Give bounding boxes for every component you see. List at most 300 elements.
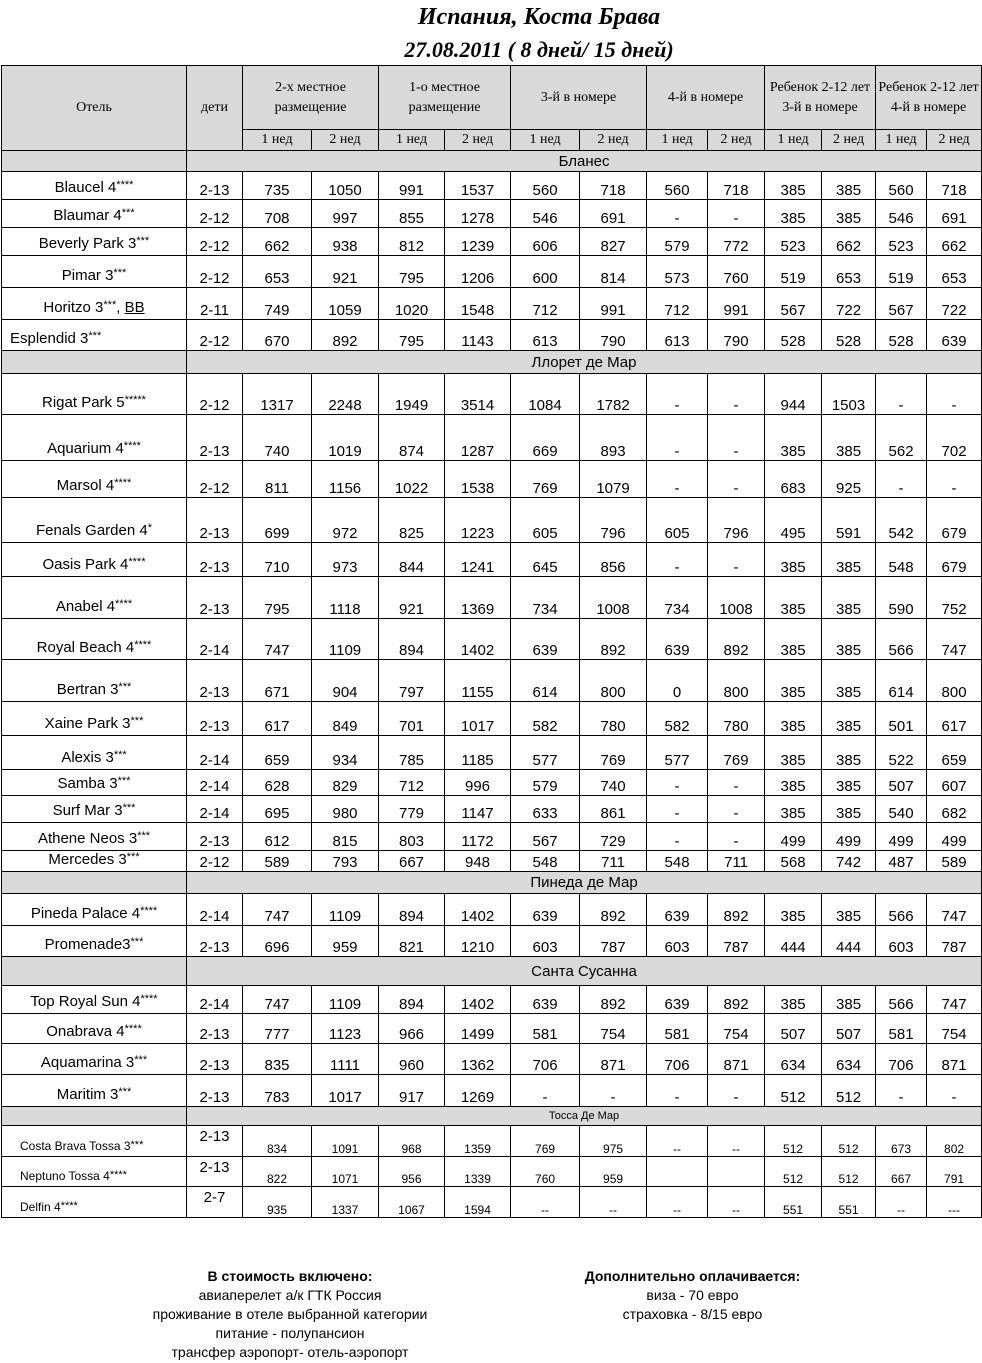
header-week2: 2 нед xyxy=(708,130,765,151)
price-cell: 825 xyxy=(379,498,445,543)
price-cell: 706 xyxy=(511,1044,580,1075)
price-cell: 487 xyxy=(876,851,927,872)
hotel-name-text: Rigat Park 5 xyxy=(42,394,125,411)
price-cell: - xyxy=(708,770,765,796)
price-cell: 444 xyxy=(822,926,876,957)
price-cell: 706 xyxy=(876,1044,927,1075)
hotel-name-text: Athene Neos 3 xyxy=(37,830,138,847)
hotel-name xyxy=(2,543,187,577)
hotel-name xyxy=(2,415,187,461)
price-cell: 822 xyxy=(243,1157,312,1187)
hotel-name-text: Onabrava 4 xyxy=(46,1023,125,1040)
price-cell: 385 xyxy=(765,736,822,770)
price-cell: 1111 xyxy=(312,1044,379,1075)
price-cell: 1109 xyxy=(312,894,379,926)
price-cell: 712 xyxy=(379,770,445,796)
table-row xyxy=(2,1075,982,1107)
price-cell: 973 xyxy=(312,543,379,577)
price-cell: 633 xyxy=(511,796,580,823)
price-cell: 617 xyxy=(243,702,312,736)
price-cell: 579 xyxy=(647,228,708,256)
price-cell: 568 xyxy=(765,851,822,872)
price-cell: 747 xyxy=(927,894,982,926)
price-cell: - xyxy=(927,461,982,498)
price-cell: 603 xyxy=(511,926,580,957)
price-cell: 1537 xyxy=(445,172,511,200)
price-cell: 1020 xyxy=(379,288,445,320)
price-cell: 1084 xyxy=(511,374,580,415)
price-cell: 1402 xyxy=(445,619,511,660)
price-cell: 740 xyxy=(580,770,647,796)
price-cell: 679 xyxy=(927,543,982,577)
price-cell: 691 xyxy=(580,200,647,228)
hotel-name-text: Promenade3 xyxy=(44,936,131,953)
price-cell: - xyxy=(708,374,765,415)
price-cell: 892 xyxy=(580,619,647,660)
price-cell: 385 xyxy=(822,172,876,200)
extra-block xyxy=(560,1267,825,1324)
price-cell: 729 xyxy=(580,823,647,851)
table-row xyxy=(2,200,982,228)
price-cell: 800 xyxy=(927,660,982,702)
price-cell: 711 xyxy=(580,851,647,872)
price-cell: 582 xyxy=(647,702,708,736)
price-cell: 754 xyxy=(708,1014,765,1044)
price-cell: 582 xyxy=(511,702,580,736)
price-cell: --- xyxy=(927,1187,982,1218)
price-cell: 1123 xyxy=(312,1014,379,1044)
section-gap xyxy=(2,957,187,986)
price-cell: 512 xyxy=(822,1075,876,1107)
hotel-name xyxy=(2,461,187,498)
section-title: Бланес xyxy=(187,151,982,172)
header-week1: 1 нед xyxy=(765,130,822,151)
hotel-name-text: Blaucel 4 xyxy=(54,179,117,196)
price-cell: 1067 xyxy=(379,1187,445,1218)
kids-age: 2-13 xyxy=(187,1157,243,1187)
price-cell: - xyxy=(647,1075,708,1107)
hotel-name-text: Royal Beach 4 xyxy=(36,639,135,656)
price-cell: 769 xyxy=(708,736,765,770)
price-cell: 790 xyxy=(708,320,765,351)
price-cell: - xyxy=(876,461,927,498)
price-cell: 566 xyxy=(876,619,927,660)
price-cell: 1206 xyxy=(445,256,511,288)
price-cell: 683 xyxy=(765,461,822,498)
hotel-stars: *** xyxy=(118,681,132,693)
price-cell: 551 xyxy=(822,1187,876,1218)
price-cell: 811 xyxy=(243,461,312,498)
hotel-stars: **** xyxy=(140,993,158,1005)
price-cell: 653 xyxy=(927,256,982,288)
header-week2: 2 нед xyxy=(927,130,982,151)
hotel-board-type: BB xyxy=(124,299,145,316)
price-cell: 560 xyxy=(876,172,927,200)
price-cell: - xyxy=(708,823,765,851)
price-cell: 740 xyxy=(243,415,312,461)
price-cell: 523 xyxy=(876,228,927,256)
kids-age: 2-12 xyxy=(187,461,243,498)
price-cell: 385 xyxy=(822,986,876,1014)
price-cell: 560 xyxy=(647,172,708,200)
price-cell: 812 xyxy=(379,228,445,256)
price-cell: 385 xyxy=(765,543,822,577)
price-cell: 560 xyxy=(511,172,580,200)
price-cell: 735 xyxy=(243,172,312,200)
price-cell: - xyxy=(876,374,927,415)
price-table xyxy=(1,65,982,1218)
price-cell: 997 xyxy=(312,200,379,228)
price-cell: 385 xyxy=(765,770,822,796)
hotel-name-text: Marsol 4 xyxy=(56,477,115,494)
price-cell: 991 xyxy=(580,288,647,320)
hotel-name xyxy=(2,619,187,660)
price-cell: 783 xyxy=(243,1075,312,1107)
price-cell: 793 xyxy=(312,851,379,872)
price-cell: - xyxy=(647,770,708,796)
table-row xyxy=(2,736,982,770)
price-cell: 605 xyxy=(647,498,708,543)
price-cell: 861 xyxy=(580,796,647,823)
table-row xyxy=(2,577,982,619)
price-cell: -- xyxy=(647,1126,708,1157)
price-cell: 747 xyxy=(243,894,312,926)
price-cell: 499 xyxy=(876,823,927,851)
price-cell: 667 xyxy=(379,851,445,872)
price-cell: 815 xyxy=(312,823,379,851)
price-cell: 385 xyxy=(822,619,876,660)
hotel-stars: *** xyxy=(122,802,136,814)
table-row xyxy=(2,894,982,926)
price-cell: 1019 xyxy=(312,415,379,461)
price-cell: 546 xyxy=(511,200,580,228)
kids-age: 2-14 xyxy=(187,986,243,1014)
hotel-name xyxy=(2,770,187,796)
price-cell: 499 xyxy=(927,823,982,851)
price-cell: 639 xyxy=(647,894,708,926)
price-cell: 1503 xyxy=(822,374,876,415)
hotel-stars: *** xyxy=(117,775,131,787)
price-cell: 1337 xyxy=(312,1187,379,1218)
included-item: авиаперелет а/к ГТК Россия xyxy=(198,1287,382,1303)
price-cell: 795 xyxy=(243,577,312,619)
price-cell: 800 xyxy=(580,660,647,702)
kids-age: 2-12 xyxy=(187,851,243,872)
price-cell: 701 xyxy=(379,702,445,736)
price-cell: - xyxy=(876,1075,927,1107)
price-cell: 1156 xyxy=(312,461,379,498)
section-title: Пинеда де Мар xyxy=(187,872,982,894)
price-cell: 856 xyxy=(580,543,647,577)
price-cell: 1185 xyxy=(445,736,511,770)
table-body xyxy=(2,151,982,1218)
kids-age: 2-13 xyxy=(187,702,243,736)
price-cell: 777 xyxy=(243,1014,312,1044)
price-cell: 1022 xyxy=(379,461,445,498)
price-cell: 1269 xyxy=(445,1075,511,1107)
price-cell: 639 xyxy=(927,320,982,351)
price-cell: 639 xyxy=(511,986,580,1014)
kids-age: 2-13 xyxy=(187,543,243,577)
table-row xyxy=(2,543,982,577)
price-cell: 567 xyxy=(765,288,822,320)
price-cell: 791 xyxy=(927,1157,982,1187)
price-cell: 935 xyxy=(243,1187,312,1218)
price-cell: 614 xyxy=(876,660,927,702)
price-cell: 581 xyxy=(647,1014,708,1044)
price-cell: 1594 xyxy=(445,1187,511,1218)
price-cell: 1538 xyxy=(445,461,511,498)
price-cell: 754 xyxy=(927,1014,982,1044)
table-row xyxy=(2,320,982,351)
price-cell: 613 xyxy=(511,320,580,351)
price-cell: 742 xyxy=(822,851,876,872)
price-cell: - xyxy=(647,415,708,461)
hotel-name-text: Horitzo 3 xyxy=(43,299,104,316)
price-cell: 956 xyxy=(379,1157,445,1187)
hotel-stars: *** xyxy=(113,749,127,761)
hotel-stars: *** xyxy=(88,330,102,342)
header-week1: 1 нед xyxy=(379,130,445,151)
price-cell: 1241 xyxy=(445,543,511,577)
hotel-name: Horitzo 3***, BB xyxy=(2,288,187,320)
hotel-name xyxy=(2,374,187,415)
price-cell: 385 xyxy=(822,577,876,619)
kids-age: 2-13 xyxy=(187,1014,243,1044)
hotel-name-text: Delfin 4 xyxy=(20,1200,61,1214)
hotel-stars: **** xyxy=(109,1169,127,1181)
section-row xyxy=(2,1107,982,1126)
hotel-name-text: Mercedes 3 xyxy=(48,851,127,868)
price-cell: -- xyxy=(580,1187,647,1218)
header-week1: 1 нед xyxy=(243,130,312,151)
price-cell: 385 xyxy=(822,660,876,702)
price-cell: 566 xyxy=(876,986,927,1014)
price-cell: 659 xyxy=(927,736,982,770)
hotel-stars: * xyxy=(147,522,152,534)
price-cell: 645 xyxy=(511,543,580,577)
price-cell: 871 xyxy=(927,1044,982,1075)
table-row xyxy=(2,926,982,957)
price-cell: 385 xyxy=(765,200,822,228)
price-cell: 917 xyxy=(379,1075,445,1107)
price-cell: 628 xyxy=(243,770,312,796)
hotel-name xyxy=(2,823,187,851)
price-cell: 1362 xyxy=(445,1044,511,1075)
price-cell: 874 xyxy=(379,415,445,461)
table-row xyxy=(2,288,982,320)
table-row xyxy=(2,770,982,796)
hotel-name xyxy=(2,851,187,872)
header-fourth: 4-й в номере xyxy=(647,66,765,130)
kids-age: 2-13 xyxy=(187,660,243,702)
page-subtitle: 27.08.2011 ( 8 дней/ 15 дней) xyxy=(404,37,674,62)
table-row xyxy=(2,851,982,872)
price-cell: 1008 xyxy=(580,577,647,619)
price-cell: 996 xyxy=(445,770,511,796)
price-cell: 835 xyxy=(243,1044,312,1075)
hotel-stars: **** xyxy=(140,905,158,917)
price-cell: 605 xyxy=(511,498,580,543)
price-cell: 614 xyxy=(511,660,580,702)
price-cell: 892 xyxy=(312,320,379,351)
price-cell: - xyxy=(708,796,765,823)
price-cell: 639 xyxy=(647,986,708,1014)
header-child-third: Ребенок 2-12 лет 3-й в номере xyxy=(765,66,876,130)
kids-age: 2-13 xyxy=(187,577,243,619)
price-cell: 670 xyxy=(243,320,312,351)
price-cell: 385 xyxy=(765,415,822,461)
price-cell: 501 xyxy=(876,702,927,736)
table-row xyxy=(2,498,982,543)
price-cell: 591 xyxy=(822,498,876,543)
price-cell: 892 xyxy=(708,894,765,926)
hotel-name-text: Fenals Garden 4 xyxy=(35,522,148,539)
price-cell: - xyxy=(647,543,708,577)
price-cell: 966 xyxy=(379,1014,445,1044)
price-cell: 960 xyxy=(379,1044,445,1075)
kids-age: 2-13 xyxy=(187,1075,243,1107)
hotel-name-text: Costa Brava Tossa 3 xyxy=(20,1139,131,1153)
price-cell: - xyxy=(647,200,708,228)
price-cell: 795 xyxy=(379,256,445,288)
price-cell: 795 xyxy=(379,320,445,351)
price-cell: 1278 xyxy=(445,200,511,228)
table-row xyxy=(2,228,982,256)
price-cell: 528 xyxy=(765,320,822,351)
kids-age: 2-7 xyxy=(187,1187,243,1218)
hotel-name xyxy=(2,1126,187,1157)
hotel-stars: **** xyxy=(60,1200,78,1212)
kids-age: 2-13 xyxy=(187,172,243,200)
price-cell: - xyxy=(708,200,765,228)
section-gap xyxy=(2,1107,187,1126)
header-double: 2-х местное размещение xyxy=(243,66,379,130)
price-cell: 814 xyxy=(580,256,647,288)
table-row xyxy=(2,256,982,288)
kids-age: 2-12 xyxy=(187,320,243,351)
price-cell: 1172 xyxy=(445,823,511,851)
price-cell: 796 xyxy=(708,498,765,543)
price-cell: 722 xyxy=(822,288,876,320)
hotel-name-text: Aquamarina 3 xyxy=(40,1054,135,1071)
price-cell: 734 xyxy=(511,577,580,619)
price-cell: 540 xyxy=(876,796,927,823)
price-cell: 548 xyxy=(511,851,580,872)
price-cell: 712 xyxy=(511,288,580,320)
price-cell: -- xyxy=(511,1187,580,1218)
price-cell: 894 xyxy=(379,986,445,1014)
kids-age: 2-13 xyxy=(187,823,243,851)
price-cell: 385 xyxy=(822,736,876,770)
price-cell: 855 xyxy=(379,200,445,228)
hotel-name-text: Pineda Palace 4 xyxy=(30,905,141,922)
header-week2: 2 нед xyxy=(312,130,379,151)
price-cell: 734 xyxy=(647,577,708,619)
price-cell: 567 xyxy=(876,288,927,320)
kids-age: 2-13 xyxy=(187,926,243,957)
price-cell: 507 xyxy=(822,1014,876,1044)
kids-age: 2-14 xyxy=(187,770,243,796)
price-cell: 600 xyxy=(511,256,580,288)
price-cell: 607 xyxy=(927,770,982,796)
price-cell: 710 xyxy=(243,543,312,577)
price-cell: 1147 xyxy=(445,796,511,823)
price-cell: 512 xyxy=(822,1126,876,1157)
price-cell: -- xyxy=(647,1187,708,1218)
price-cell: 1359 xyxy=(445,1126,511,1157)
hotel-name-text: Bertran 3 xyxy=(56,681,119,698)
page-title: Испания, Коста Брава xyxy=(417,4,661,30)
section-title: Тосса Де Мар xyxy=(187,1107,982,1126)
price-cell: 385 xyxy=(822,894,876,926)
price-cell: 577 xyxy=(511,736,580,770)
price-cell: 662 xyxy=(822,228,876,256)
price-cell: - xyxy=(647,823,708,851)
hotel-name xyxy=(2,228,187,256)
price-cell: 787 xyxy=(580,926,647,957)
price-cell: 385 xyxy=(822,770,876,796)
section-row xyxy=(2,957,982,986)
table-row xyxy=(2,1126,982,1157)
hotel-name xyxy=(2,1187,187,1218)
price-cell: 639 xyxy=(511,894,580,926)
price-cell: 706 xyxy=(647,1044,708,1075)
price-cell: 892 xyxy=(580,986,647,1014)
price-cell: 679 xyxy=(927,498,982,543)
price-cell: 1402 xyxy=(445,986,511,1014)
price-cell: 385 xyxy=(765,619,822,660)
price-cell: 617 xyxy=(927,702,982,736)
price-cell: 0 xyxy=(647,660,708,702)
hotel-name-text: Xaine Park 3 xyxy=(44,715,131,732)
hotel-stars: *** xyxy=(137,830,151,842)
hotel-name xyxy=(2,986,187,1014)
hotel-stars: ***** xyxy=(124,394,146,406)
price-cell: 1143 xyxy=(445,320,511,351)
kids-age: 2-12 xyxy=(187,228,243,256)
kids-age: 2-14 xyxy=(187,894,243,926)
price-cell: 579 xyxy=(511,770,580,796)
price-cell: 827 xyxy=(580,228,647,256)
hotel-stars: **** xyxy=(124,1023,142,1035)
kids-age: 2-12 xyxy=(187,200,243,228)
price-cell: 653 xyxy=(243,256,312,288)
price-cell: 507 xyxy=(765,1014,822,1044)
price-cell: 612 xyxy=(243,823,312,851)
price-cell: 718 xyxy=(708,172,765,200)
hotel-name-text: Neptuno Tossa 4 xyxy=(20,1169,110,1183)
hotel-name-text: Aquarium 4 xyxy=(47,440,124,457)
section-gap xyxy=(2,151,187,172)
price-cell: - xyxy=(708,461,765,498)
price-cell: 528 xyxy=(876,320,927,351)
price-cell: 747 xyxy=(243,619,312,660)
hotel-name-text: Pimar 3 xyxy=(61,267,114,284)
kids-age: 2-13 xyxy=(187,1126,243,1157)
included-item: питание - полупансион xyxy=(215,1325,365,1341)
price-cell: 385 xyxy=(822,200,876,228)
hotel-stars: *** xyxy=(130,1139,144,1151)
hotel-stars: **** xyxy=(116,179,134,191)
kids-age: 2-13 xyxy=(187,498,243,543)
price-cell: 1017 xyxy=(312,1075,379,1107)
hotel-name-text: Oasis Park 4 xyxy=(42,556,129,573)
price-cell: 639 xyxy=(511,619,580,660)
section-row xyxy=(2,151,982,172)
price-cell: 634 xyxy=(765,1044,822,1075)
hotel-name-text: Surf Mar 3 xyxy=(52,802,123,819)
